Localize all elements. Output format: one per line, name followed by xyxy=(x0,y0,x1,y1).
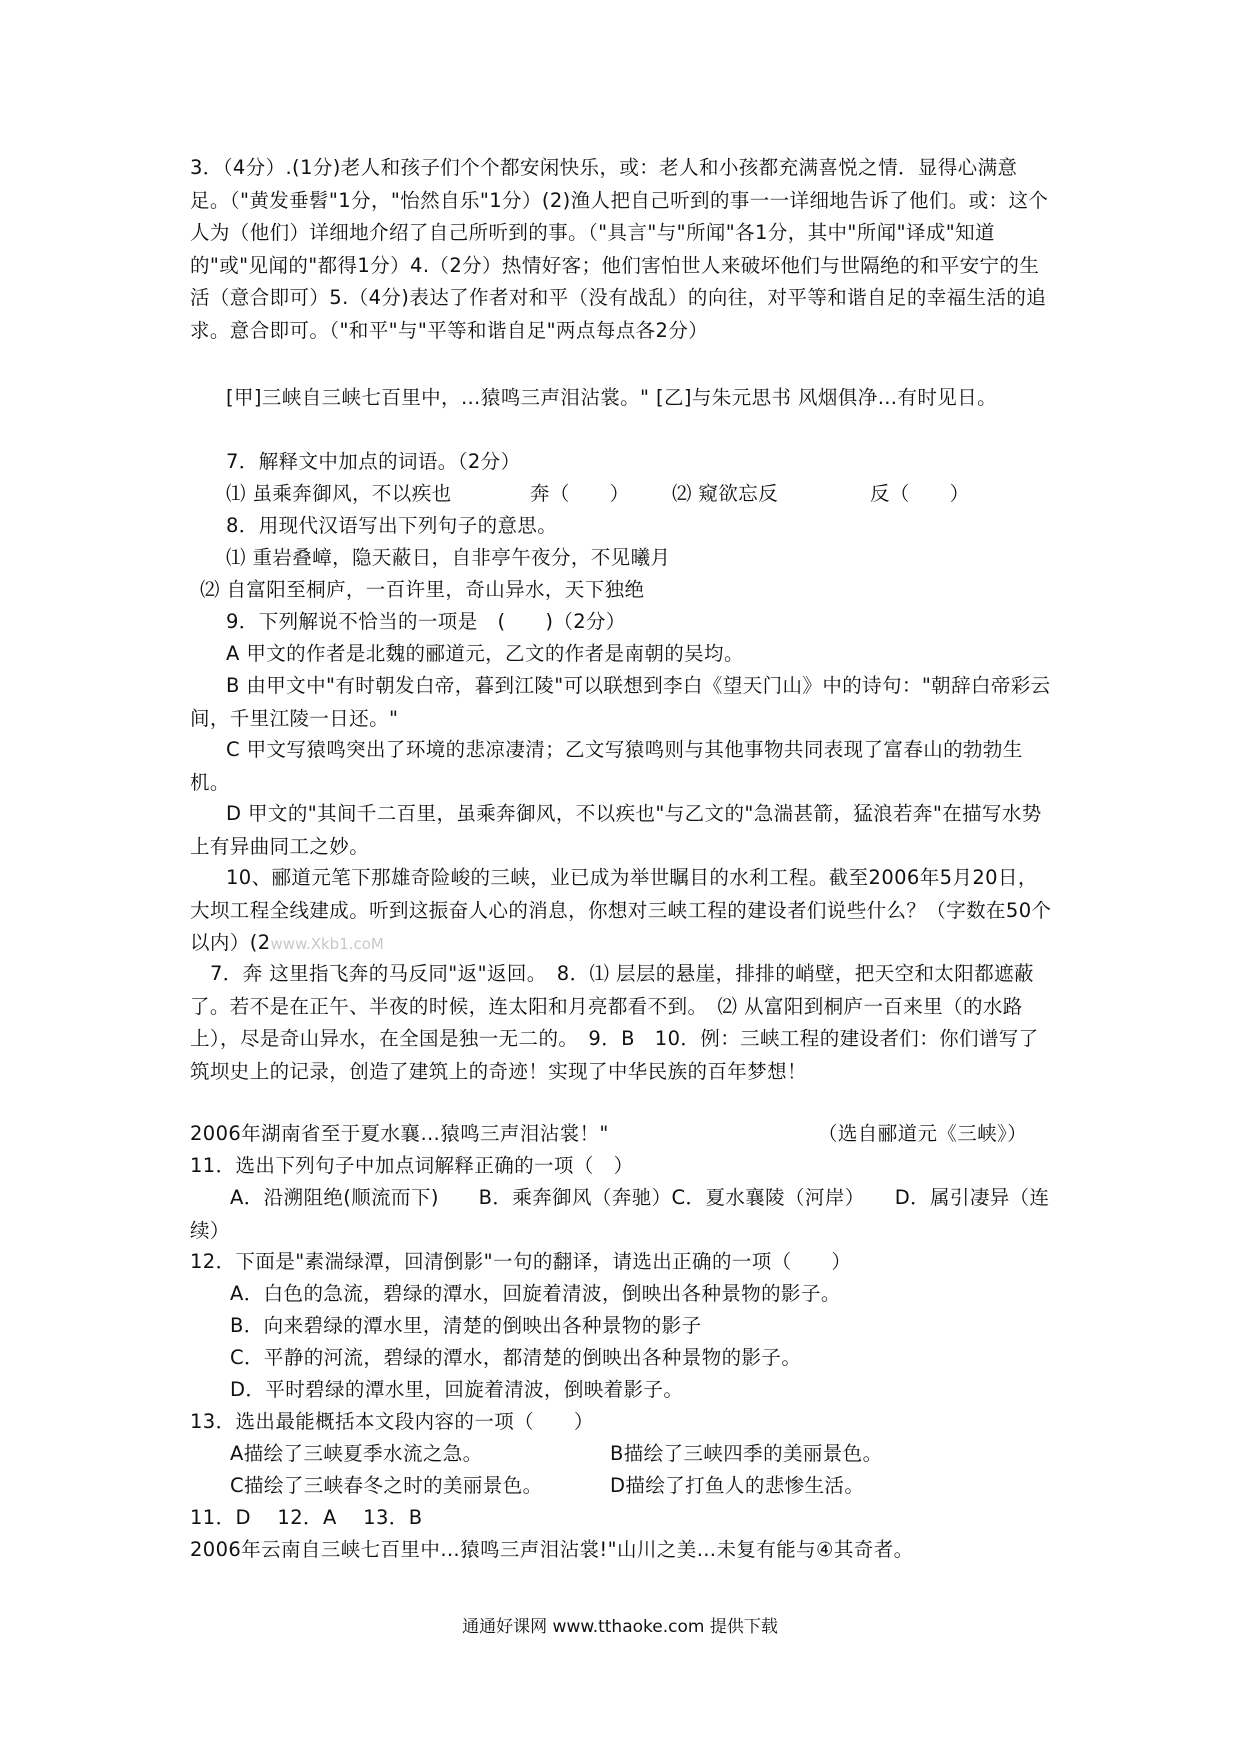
q7-stem: 7．解释文中加点的词语。（2分） xyxy=(226,450,521,473)
q13-option-b: B描绘了三峡四季的美丽景色。 xyxy=(610,1442,883,1465)
q13-option-d: D描绘了打鱼人的悲惨生活。 xyxy=(610,1474,865,1497)
q9-stem: 9．下列解说不恰当的一项是 ( )（2分） xyxy=(226,610,626,633)
q12-stem: 12．下面是"素湍绿潭，回清倒影"一句的翻译，请选出正确的一项（ ） xyxy=(190,1250,852,1273)
q12-option-d: D．平时碧绿的潭水里，回旋着清波，倒映着影子。 xyxy=(230,1378,684,1401)
answers-11-13: 11．D 12．A 13．B xyxy=(190,1506,423,1529)
q12-option-c: C．平静的河流，碧绿的潭水，都清楚的倒映出各种景物的影子。 xyxy=(230,1346,802,1369)
q8-item-1: ⑴ 重岩叠嶂，隐天蔽日，自非亭午夜分，不见曦月 xyxy=(226,546,671,569)
watermark: www.Xkb1.coM xyxy=(270,935,384,953)
answers-7-10: 7．奔 这里指飞奔的马反同"返"返回。 8．⑴ 层层的悬崖，排排的峭壁，把天空和太阳都遮蔽了。若不是在正午、半夜的时候，连太阳和月亮都看不到。 ⑵ 从富阳到桐庐一百来里（的水路上），尽是奇山异水，在全国是独一无二的。 9．B 10．例：三峡工程的建设者们：你们谱写了筑坝史上的记录，创造了建筑上的奇迹！实现了中华民族的百年梦想！ xyxy=(190,962,1039,1083)
q9-option-a: A 甲文的作者是北魏的郦道元，乙文的作者是南朝的吴均。 xyxy=(226,642,744,665)
q7-item-2-word: 反（ ） xyxy=(870,482,970,505)
q9-option-b: B 由甲文中"有时朝发白帝，暮到江陵"可以联想到李白《望天门山》中的诗句："朝辞白帝彩云间，千里江陵一日还。" xyxy=(190,674,1051,730)
yunnan-text: 2006年云南自三峡七百里中…猿鸣三声泪沾裳!"山川之美…未复有能与④其奇者。 xyxy=(190,1538,914,1561)
q12-option-a: A．白色的急流，碧绿的潭水，回旋着清波，倒映出各种景物的影子。 xyxy=(230,1282,841,1305)
q11-stem: 11．选出下列句子中加点词解释正确的一项（ ） xyxy=(190,1154,634,1177)
q7-item-1-word: 奔（ ） xyxy=(530,482,630,505)
q9-option-c: C 甲文写猿鸣突出了环境的悲凉凄清；乙文写猿鸣则与其他事物共同表现了富春山的勃勃生机。 xyxy=(190,738,1023,794)
q12-option-b: B．向来碧绿的潭水里，清楚的倒映出各种景物的影子 xyxy=(230,1314,702,1337)
q8-item-2: ⑵ 自富阳至桐庐，一百许里，奇山异水，天下独绝 xyxy=(200,578,645,601)
hunan-text: 2006年湖南省至于夏水襄…猿鸣三声泪沾裳！" xyxy=(190,1122,609,1145)
answers-3-5: 3．（4分）.(1分)老人和孩子们个个都安闲快乐，或：老人和小孩都充满喜悦之情．显得心满意足。（"黄发垂髫"1分，"怡然自乐"1分）(2)渔人把自己听到的事一一详细地告诉了他们。或：这个人为（他们）详细地介绍了自己所听到的事。（"具言"与"所闻"各1分，其中"所闻"译成"知道的"或"见闻的"都得1分）4.（2分）热情好客；他们害怕世人来破坏他们与世隔绝的和平安宁的生活（意合即可）5.（4分)表达了作者对和平（没有战乱）的向往，对平等和谐自足的幸福生活的追求。意合即可。（"和平"与"平等和谐自足"两点每点各2分） xyxy=(190,156,1049,342)
q13-option-c: C描绘了三峡春冬之时的美丽景色。 xyxy=(230,1474,543,1497)
q7-item-1: ⑴ 虽乘奔御风，不以疾也 xyxy=(226,482,452,505)
q9-option-d: D 甲文的"其间千二百里，虽乘奔御风，不以疾也"与乙文的"急湍甚箭，猛浪若奔"在描写水势上有异曲同工之妙。 xyxy=(190,802,1042,858)
hunan-source: （选自郦道元《三峡》） xyxy=(818,1122,1028,1145)
q13-stem: 13．选出最能概括本文段内容的一项（ ） xyxy=(190,1410,594,1433)
q10-stem xyxy=(190,862,1055,961)
q11-options: A．沿溯阻绝(顺流而下) B．乘奔御风（奔驰）C．夏水襄陵（河岸） D．属引凄异（连续） xyxy=(190,1186,1050,1242)
q13-option-a: A描绘了三峡夏季水流之急。 xyxy=(230,1442,483,1465)
q8-stem: 8．用现代汉语写出下列句子的意思。 xyxy=(226,514,558,537)
page-footer: 通通好课网 www.tthaoke.com 提供下载 xyxy=(462,1617,778,1637)
texts-intro: [甲]三峡自三峡七百里中，…猿鸣三声泪沾裳。" [乙]与朱元思书 风烟俱净…有时见日。 xyxy=(226,386,997,409)
q10-stem-text: 10、郦道元笔下那雄奇险峻的三峡，业已成为举世瞩目的水利工程。截至2006年5月20日，大坝工程全线建成。听到这振奋人心的消息，你想对三峡工程的建设者们说些什么？（字数在50个以内）(2 xyxy=(190,866,1052,954)
q7-item-2: ⑵ 窥欲忘反 xyxy=(672,482,779,505)
